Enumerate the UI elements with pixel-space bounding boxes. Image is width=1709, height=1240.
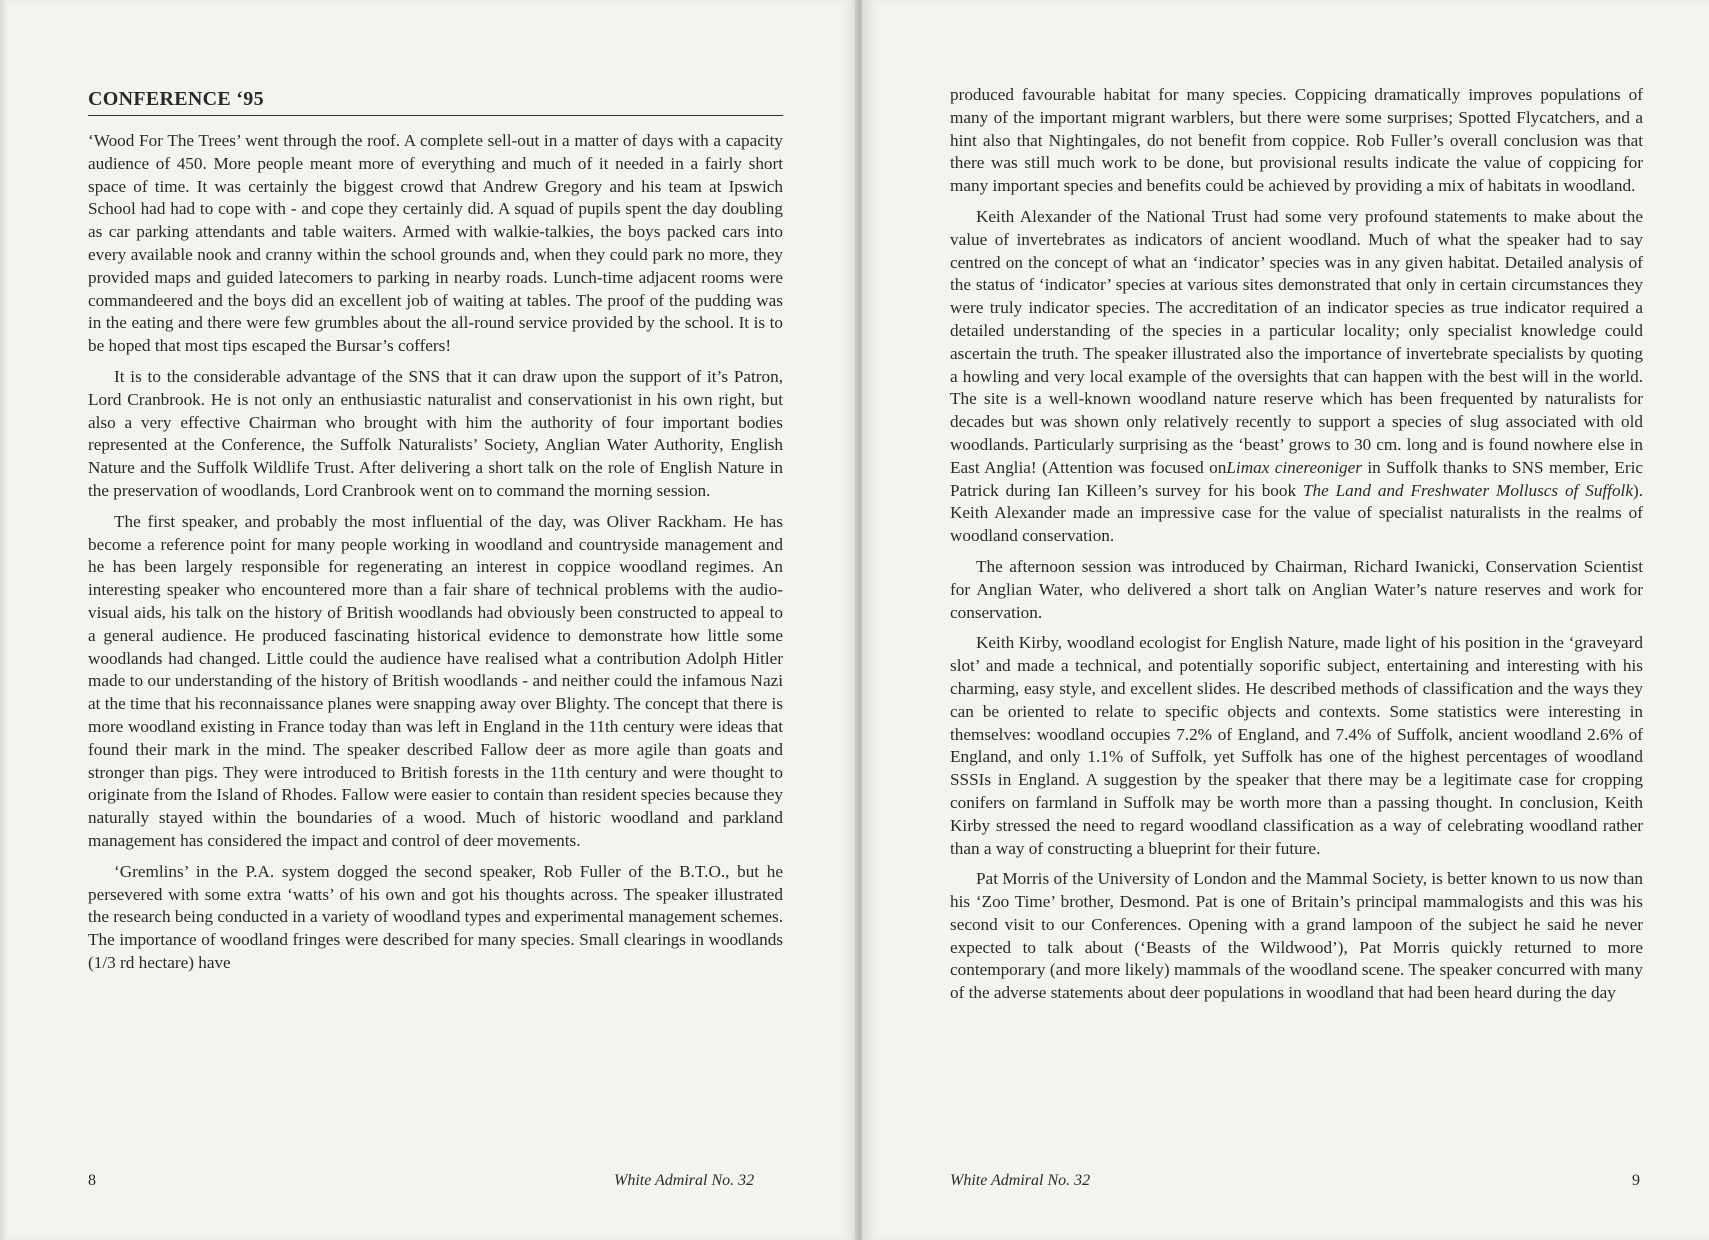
book-title: The Land and Freshwater Molluscs of Suffolk xyxy=(1302,480,1633,500)
journal-title: White Admiral No. 32 xyxy=(614,1172,755,1189)
species-name: Limax cinereoniger xyxy=(1226,457,1362,477)
paragraph xyxy=(950,206,1643,548)
paragraph: ‘Wood For The Trees’ went through the roof. A complete sell-out in a matter of days with a capacity audience of 450. More people meant more of everything and much of it needed in a fairly short space of time. It was certainly the biggest crowd that Andrew Gregory and his team at Ipswich School had had to cope with - and cope they certainly did. A squad of pupils spent the day doubling as car parking attendants and table waiters. Armed with walkie-talkies, the boys packed cars into every available nook and cranny within the school grounds and, when they could park no more, they provided maps and guided latecomers to parking in nearby roads. Lunch-time adjacent rooms were commandeered and the boys did an excellent job of waiting at tables. The proof of the pudding was in the eating and there were few grumbles about the all-round service provided by the school. It is to be hoped that most tips escaped the Bursar’s coffers! xyxy=(88,131,783,356)
page-number: 9 xyxy=(1632,1172,1640,1189)
journal-title: White Admiral No. 32 xyxy=(950,1172,1091,1189)
left-page-content xyxy=(88,84,783,983)
paragraph: Keith Kirby, woodland ecologist for English Nature, made light of his position in the ‘graveyard slot’ and made a technical, and potentially soporific subject, entertaining and interesting with his charming, easy style, and excellent slides. He described methods of classification and the ways they can be oriented to relate to specific objects and contexts. Some statistics were interesting in themselves: woodland occupies 7.2% of England, and 7.4% of Suffolk, ancient woodland 2.6% of England, and only 1.1% of Suffolk, yet Suffolk has one of the highest percentages of woodland SSSIs in England. A suggestion by the speaker that there may be a legitimate case for cropping conifers on farmland in Suffolk may be worth more than a passing thought. In conclusion, Keith Kirby stressed the need to regard woodland classification as a way of celebrating woodland rather than a way of constructing a blueprint for their future. xyxy=(950,633,1643,858)
section-heading: CONFERENCE ‘95 xyxy=(88,88,783,116)
paragraph: produced favourable habitat for many species. Coppicing dramatically improves populations of many of the important migrant warblers, but there were some surprises; Spotted Flycatchers, and a hint also that Nightingales, do not benefit from coppice. Rob Fuller’s overall conclusion was that there was still much work to be done, but provisional results indicate the value of coppicing for many important species and benefits could be achieved by providing a mix of habitats in woodland. xyxy=(950,85,1643,196)
paragraph: Pat Morris of the University of London and the Mammal Society, is better known to us now than his ‘Zoo Time’ brother, Desmond. Pat is one of Britain’s principal mammalogists and this was his second visit to our Conferences. Opening with a grand lampoon of the subject he said he never expected to talk about (‘Beasts of the Wildwood’), Pat Morris quickly returned to more contemporary (and more likely) mammals of the woodland scene. The speaker concurred with many of the adverse statements about deer populations in woodland that had been heard during the day xyxy=(950,869,1643,1003)
right-page xyxy=(862,0,1709,1240)
paragraph-text: ). Keith Alexander made an impressive case for the value of specialist naturalists in the realms of woodland conservation. xyxy=(950,480,1643,546)
page-number: 8 xyxy=(88,1172,96,1189)
paragraph: The first speaker, and probably the most influential of the day, was Oliver Rackham. He has become a reference point for many people working in woodland and countryside management and he has been largely responsible for regenerating an interest in coppice woodland regimes. An interesting speaker who encountered more than a fair share of technical problems with the audio-visual aids, his talk on the history of British woodlands had obviously been constructed to appeal to a general audience. He produced fascinating historical evidence to demonstrate how little some woodlands had changed. Little could the audience have realised what a contribution Adolph Hitler made to our understanding of the history of British woodlands - and neither could the infamous Nazi at the time that his reconnaissance planes were snapping away over Blighty. The concept that there is more woodland existing in France today than was left in England in the 11th century were ideas that found their mark in the mind. The speaker described Fallow deer as more agile than goats and stronger than pigs. They were introduced to British forests in the 11th century and were thought to originate from the Island of Rhodes. Fallow were easier to contain than resident species because they naturally stayed within the boundaries of a wood. Much of historic woodland and parkland management has considered the impact and control of deer movements. xyxy=(88,511,783,850)
paragraph: It is to the considerable advantage of the SNS that it can draw upon the support of it’s Patron, Lord Cranbrook. He is not only an enthusiastic naturalist and conservationist in his own right, but also a very effective Chairman who brought with him the authority of four important bodies represented at the Conference, the Suffolk Naturalists’ Society, Anglian Water Authority, English Nature and the Suffolk Wildlife Trust. After delivering a short talk on the role of English Nature in the preservation of woodlands, Lord Cranbrook went on to command the morning session. xyxy=(88,366,783,500)
paragraph-text: Keith Alexander of the National Trust had some very profound statements to make about the value of invertebrates as indicators of ancient woodland. Much of what the speaker had to say centred on the concept of what an ‘indicator’ species was in any given habitat. Detailed analysis of the status of ‘indicator’ species at various sites demonstrated that only in certain circumstances they were truly indicator species. The accreditation of an indicator species as true indicator required a detailed understanding of the species in a particular locality; only specialist knowledge could ascertain the truth. The speaker illustrated also the importance of invertebrate specialists by quoting a howling and very local example of the oversights that can happen with the best will in the world. The site is a well-known woodland nature reserve which has been frequented by naturalists for decades but was shown only relatively recently to support a species of slug associated with old woodlands. Particularly surprising as the ‘beast’ grows to 30 cm. long and is found nowhere else in East Anglia! (Attention was focused on xyxy=(950,206,1643,477)
paragraph-text: in Suffolk thanks to SNS member, Eric Patrick during Ian Killeen’s survey for his book xyxy=(950,457,1643,500)
right-page-content xyxy=(950,84,1643,1013)
paragraph: The afternoon session was introduced by Chairman, Richard Iwanicki, Conservation Scientist for Anglian Water, who delivered a short talk on Anglian Water’s nature reserves and work for conservation. xyxy=(950,556,1643,622)
paragraph: ‘Gremlins’ in the P.A. system dogged the second speaker, Rob Fuller of the B.T.O., but he persevered with some extra ‘watts’ of his own and got his thoughts across. The speaker illustrated the research being conducted in a variety of woodland types and experimental management schemes. The importance of woodland fringes were described for many species. Small clearings in woodlands (1/3 rd hectare) have xyxy=(88,861,783,972)
page-edge xyxy=(0,0,8,1240)
